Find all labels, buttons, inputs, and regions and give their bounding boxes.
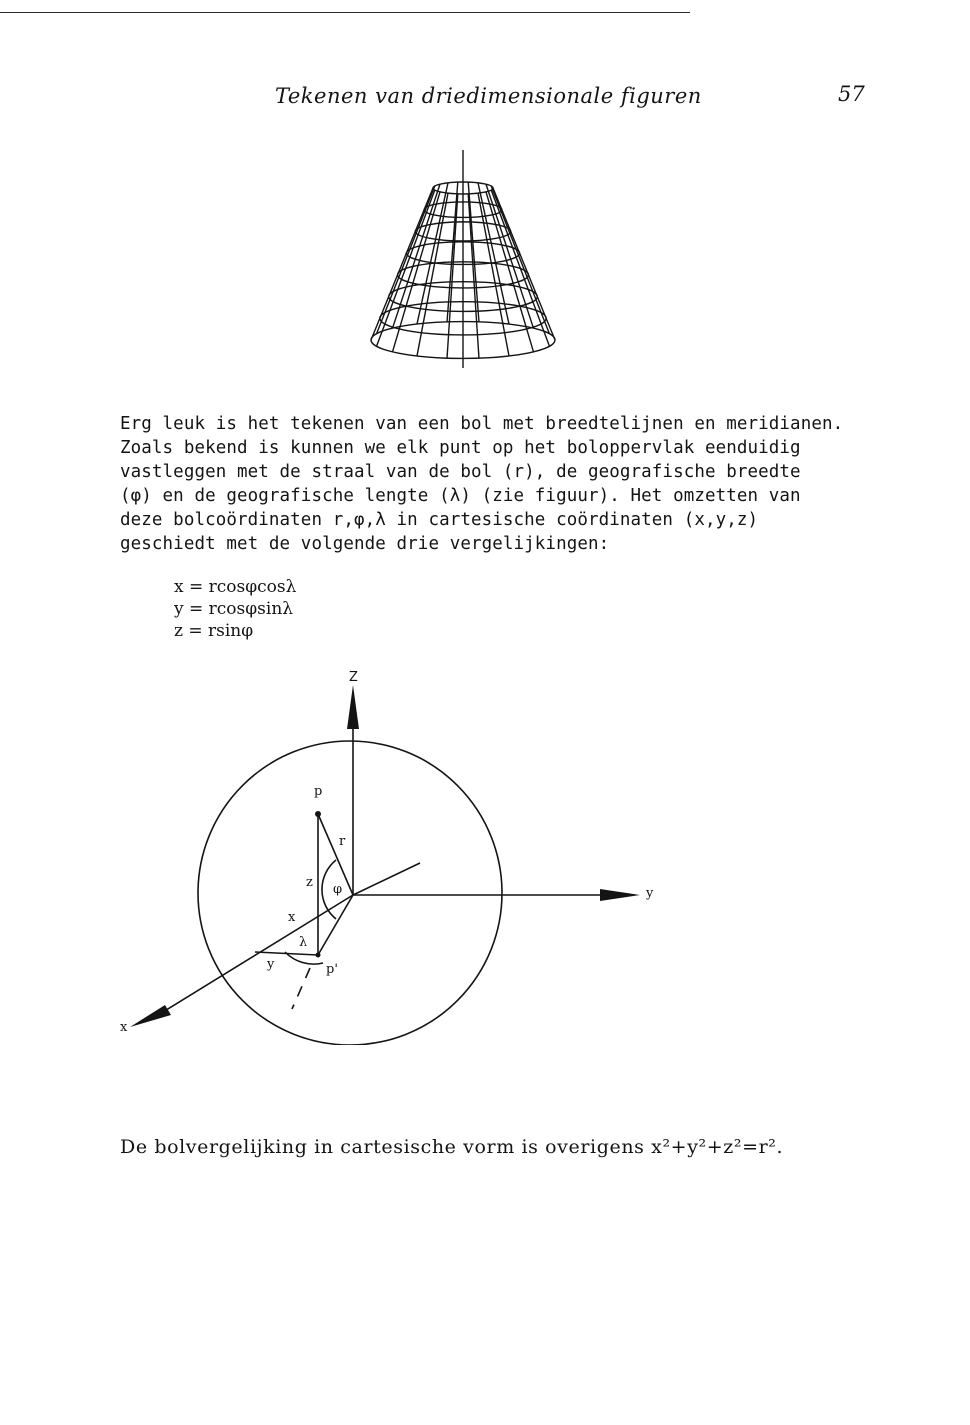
x-segment-label: x — [288, 910, 296, 925]
z-arrowhead — [347, 685, 359, 729]
dashed-continuation — [292, 968, 310, 1009]
paragraph-line: geschiedt met de volgende drie vergelijkingen: — [120, 534, 610, 554]
sphere-outline — [198, 741, 502, 1045]
cone-meridian — [468, 194, 479, 358]
closing-sentence: De bolvergelijking in cartesische vorm is overigens x²+y²+z²=r². — [120, 1136, 784, 1158]
axis-x-label: x — [120, 1020, 128, 1035]
cone-meridian — [486, 184, 533, 328]
y-arrowhead — [600, 889, 640, 901]
paragraph-line: Erg leuk is het tekenen van een bol met breedtelijnen en meridianen. — [120, 414, 844, 434]
axis-y-label: y — [646, 886, 654, 901]
axis-z-label: Z — [349, 670, 358, 685]
top-rule — [0, 12, 690, 13]
equation-x: x = rcosφcosλ — [174, 577, 297, 597]
y-segment-label: y — [267, 957, 275, 972]
r-label: r — [339, 834, 346, 849]
lambda-label: λ — [299, 935, 308, 950]
equation-block — [174, 576, 296, 642]
paragraph-line: Zoals bekend is kunnen we elk punt op het boloppervlak eenduidig — [120, 438, 801, 458]
back-axis-line — [353, 863, 420, 895]
x-arrowhead — [130, 1005, 171, 1027]
point-p-dot — [315, 811, 321, 817]
paragraph-line: deze bolcoördinaten r,φ,λ in cartesische coördinaten (x,y,z) — [120, 510, 759, 530]
point-p-label: p — [314, 784, 323, 799]
cone-wireframe-figure — [360, 150, 570, 375]
running-header: Tekenen van driedimensionale figuren — [275, 84, 702, 108]
cone-meridian — [447, 194, 458, 358]
point-pprime-dot — [316, 953, 321, 958]
sphere-coordinates-figure — [110, 665, 670, 1045]
cone-meridian — [393, 184, 440, 328]
x-axis-line — [150, 895, 353, 1020]
phi-label: φ — [333, 882, 343, 897]
point-pprime-label: p' — [326, 962, 338, 977]
body-paragraph — [120, 412, 880, 556]
paragraph-line: vastleggen met de straal van de bol (r), de geografische breedte — [120, 462, 801, 482]
origin-to-pprime-line — [318, 895, 353, 955]
page-number: 57 — [838, 82, 865, 106]
z-label: z — [306, 875, 313, 890]
equation-z: z = rsinφ — [174, 621, 254, 641]
equation-y: y = rcosφsinλ — [174, 599, 294, 619]
paragraph-line: (φ) en de geografische lengte (λ) (zie figuur). Het omzetten van — [120, 486, 801, 506]
